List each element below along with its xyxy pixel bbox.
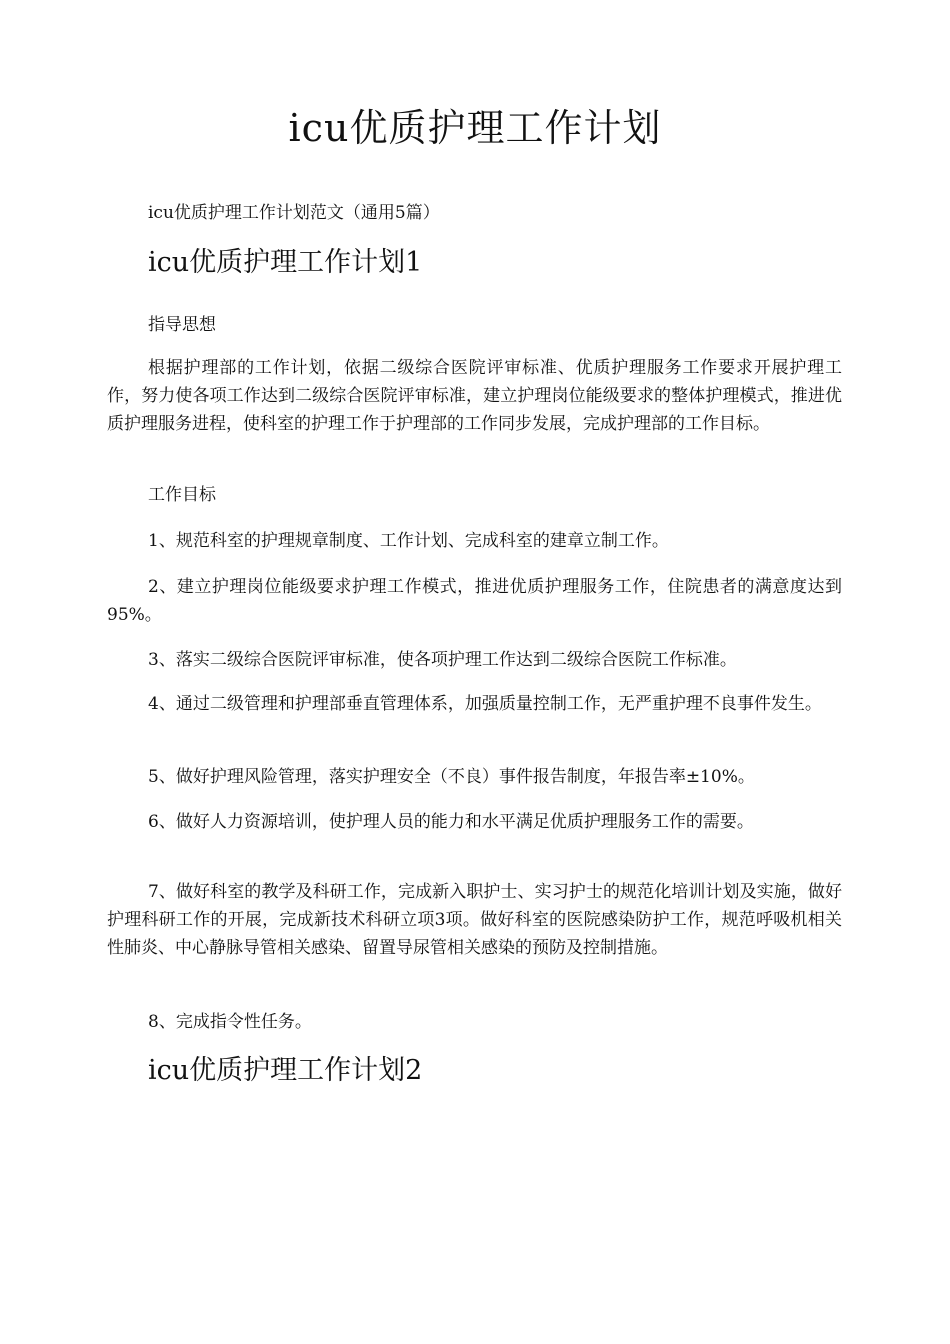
section-heading-2: icu优质护理工作计划2	[148, 1055, 423, 1086]
goal-item-3: 3、落实二级综合医院评审标准，使各项护理工作达到二级综合医院工作标准。	[148, 650, 737, 670]
goal-item-7: 7、做好科室的教学及科研工作，完成新入职护士、实习护士的规范化培训计划及实施，做好护理科研工作的开展，完成新技术科研立项3项。做好科室的医院感染防护工作，规范呼吸机相关性肺炎、中心静脉导管相关感染、留置导尿管相关感染的预防及控制措施。	[107, 882, 842, 958]
goal-item-1: 1、规范科室的护理规章制度、工作计划、完成科室的建章立制工作。	[148, 531, 669, 551]
document-title: icu优质护理工作计划	[288, 106, 662, 150]
goal-item-5: 5、做好护理风险管理，落实护理安全（不良）事件报告制度，年报告率±10%。	[148, 767, 755, 787]
goal-item-4: 4、通过二级管理和护理部垂直管理体系，加强质量控制工作，无严重护理不良事件发生。	[148, 694, 822, 714]
goals-label: 工作目标	[148, 485, 216, 505]
section-heading-1: icu优质护理工作计划1	[148, 247, 423, 278]
guiding-label: 指导思想	[148, 315, 216, 335]
goal-item-8: 8、完成指令性任务。	[148, 1012, 312, 1032]
guiding-paragraph: 根据护理部的工作计划，依据二级综合医院评审标准、优质护理服务工作要求开展护理工作，努力使各项工作达到二级综合医院评审标准，建立护理岗位能级要求的整体护理模式，推进优质护理服务进程，使科室的护理工作于护理部的工作同步发展，完成护理部的工作目标。	[107, 358, 842, 434]
goal-item-6: 6、做好人力资源培训，使护理人员的能力和水平满足优质护理服务工作的需要。	[148, 812, 754, 832]
document-subtitle: icu优质护理工作计划范文（通用5篇）	[148, 203, 440, 223]
goal-item-2: 2、建立护理岗位能级要求护理工作模式，推进优质护理服务工作，住院患者的满意度达到95%。	[107, 577, 842, 625]
